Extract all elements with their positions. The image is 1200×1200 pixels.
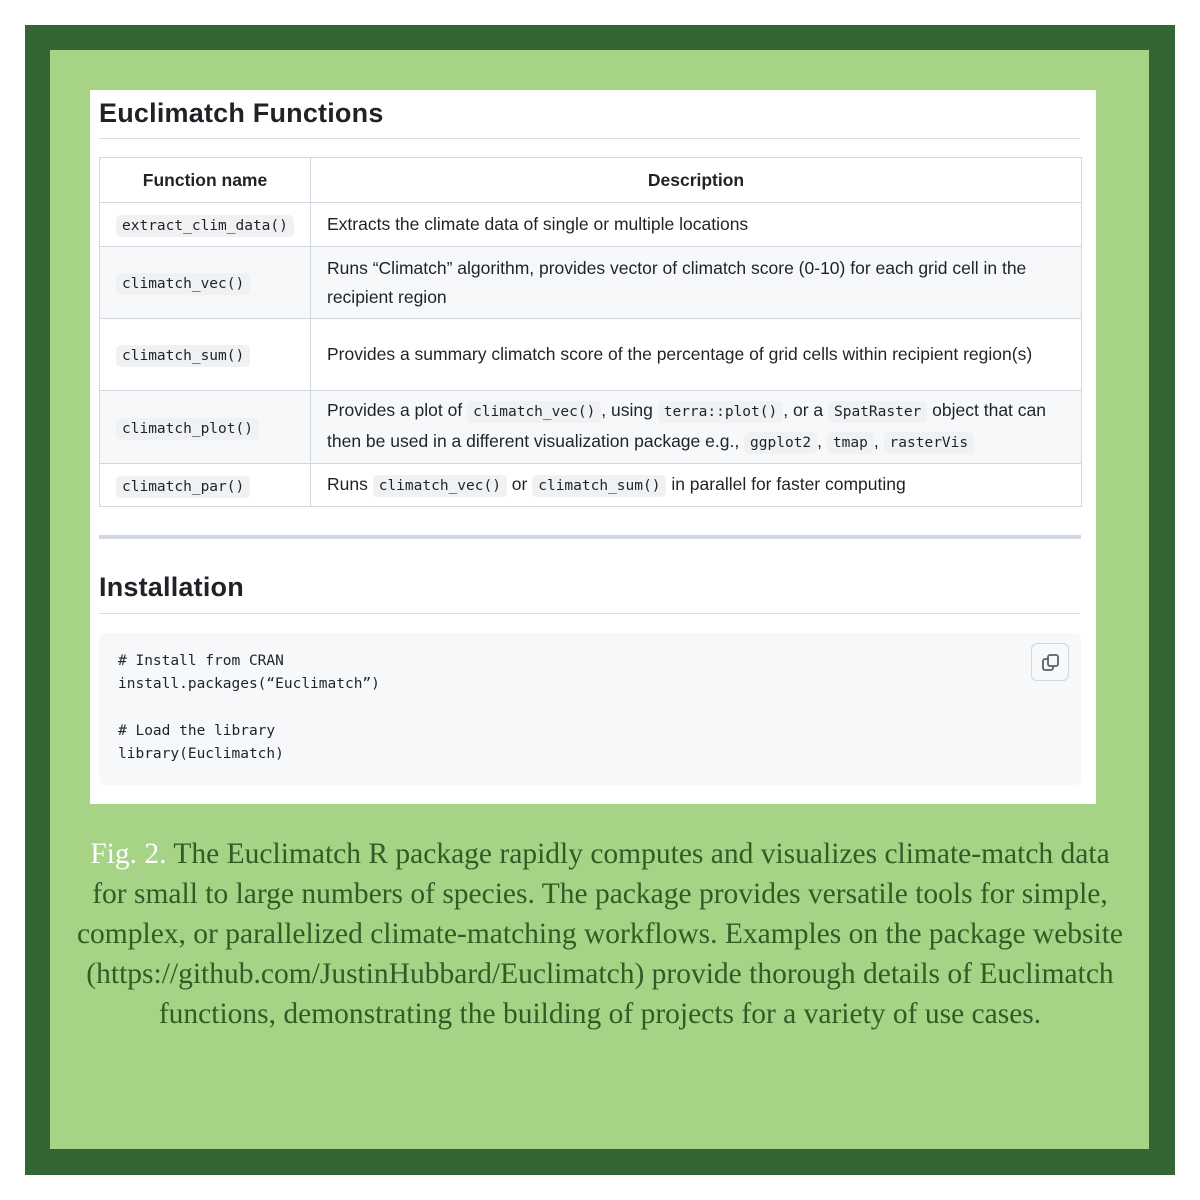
caption-text: The Euclimatch R package rapidly computes and visualizes climate-match data for small to large numbers of species. The package provides versatile tools for simple, complex, or parallelized climate-matching workflows. Examples on the package website (https://github.com/JustinHubbard/Euclimatch) provide thorough details of Euclimatch functions, demonstrating the building of projects for a variety of use cases.: [76, 838, 1124, 1030]
function-name-cell: [100, 319, 311, 391]
description-text: , using: [601, 400, 658, 420]
functions-table-body: [100, 203, 1082, 507]
description-text: , or a: [783, 400, 828, 420]
table-header-row: [100, 158, 1082, 203]
function-name-code: climatch_sum(): [116, 345, 250, 367]
section-divider: [99, 535, 1081, 539]
inline-code: rasterVis: [884, 432, 975, 454]
function-name-header: Function name: [100, 158, 311, 203]
inline-code: tmap: [827, 432, 874, 454]
function-name-code: extract_clim_data(): [116, 215, 294, 237]
table-row: [100, 203, 1082, 247]
code-line: library(Euclimatch): [118, 746, 284, 762]
description-text: in parallel for faster computing: [666, 473, 906, 494]
description-text: Extracts the climate data of single or multiple locations: [327, 214, 749, 234]
description-cell: [311, 247, 1082, 319]
description-text: or: [506, 473, 533, 494]
installation-heading-rule: [99, 613, 1080, 614]
description-header: Description: [311, 158, 1082, 203]
code-line: # Load the library: [118, 723, 276, 739]
functions-table: [99, 157, 1082, 507]
function-name-cell: [100, 391, 311, 464]
code-line: # Install from CRAN: [118, 653, 284, 669]
install-code-block[interactable]: [99, 633, 1081, 785]
table-row: [100, 464, 1082, 507]
description-cell: [311, 391, 1082, 464]
description-cell: [311, 319, 1082, 391]
inline-code: climatch_vec(): [467, 401, 601, 423]
description-text: Provides a summary climatch score of the percentage of grid cells within recipient region(s): [327, 344, 1033, 364]
description-text: Runs “Climatch” algorithm, provides vector of climatch score (0-10) for each grid cell in the recipient region: [327, 257, 1027, 307]
inline-code: terra::plot(): [658, 401, 784, 423]
inline-code: SpatRaster: [828, 401, 927, 423]
inline-code: climatch_vec(): [373, 475, 507, 497]
table-row: [100, 391, 1082, 464]
function-name-cell: [100, 464, 311, 507]
functions-heading-rule: [99, 138, 1080, 139]
functions-heading: Euclimatch Functions: [99, 98, 384, 128]
table-row: [100, 319, 1082, 391]
function-name-cell: [100, 247, 311, 319]
description-cell: [311, 464, 1082, 507]
copy-button[interactable]: [1031, 643, 1069, 681]
description-cell: [311, 203, 1082, 247]
inline-code: climatch_sum(): [532, 475, 666, 497]
function-name-cell: [100, 203, 311, 247]
function-name-code: climatch_par(): [116, 476, 250, 498]
inline-code: ggplot2: [744, 432, 817, 454]
description-text: object that can then be used in a different visualization package e.g.,: [327, 400, 1046, 451]
copy-icon: [1041, 653, 1061, 673]
description-text: ,: [817, 431, 827, 451]
description-text: ,: [873, 431, 884, 451]
table-row: [100, 247, 1082, 319]
function-name-code: climatch_vec(): [116, 273, 250, 295]
figure-label: Fig. 2.: [90, 838, 167, 870]
description-text: Provides a plot of: [327, 400, 468, 420]
figure-caption: [70, 834, 1130, 1034]
installation-heading: Installation: [99, 572, 244, 602]
readme-card: [90, 90, 1096, 804]
description-text: Runs: [327, 473, 373, 494]
function-name-code: climatch_plot(): [116, 418, 259, 440]
code-line: install.packages(“Euclimatch”): [118, 676, 380, 692]
